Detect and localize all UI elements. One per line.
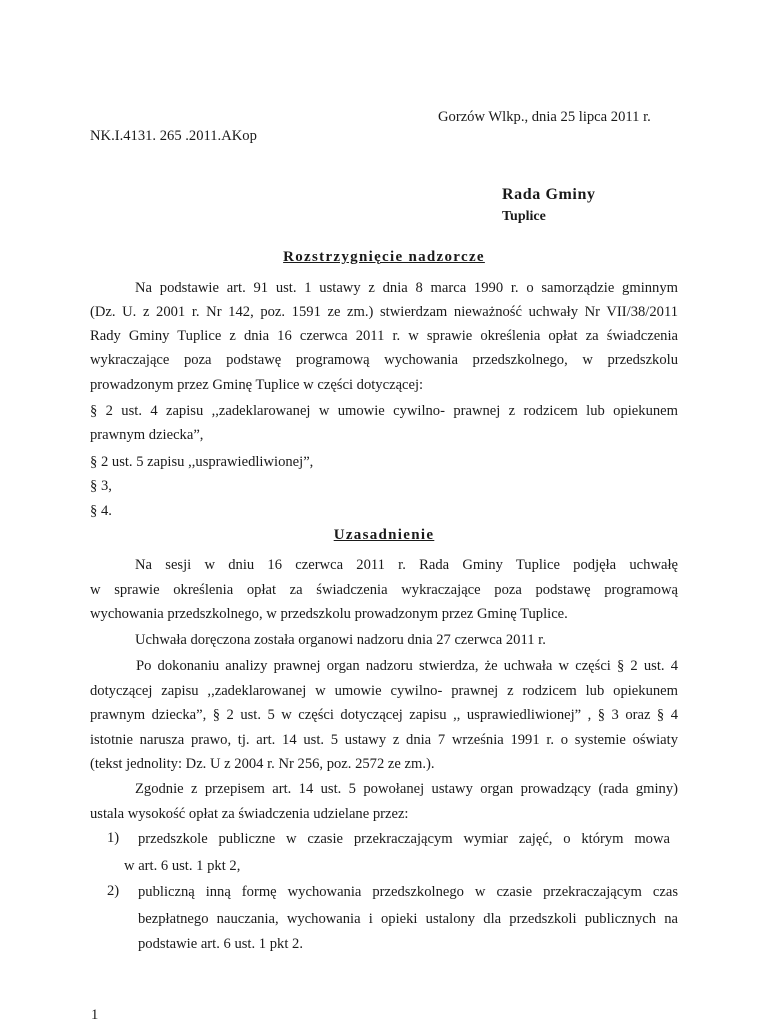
paragraph-line: Rady Gminy Tuplice z dnia 16 czerwca 2011 r. w sprawie określenia opłat za świadczenia <box>90 328 678 344</box>
list-item-line: przedszkole publiczne w czasie przekraczającym wymiar zajęć, o którym mowa <box>138 831 670 847</box>
paragraph-line: Uchwała doręczona została organowi nadzoru dnia 27 czerwca 2011 r. <box>135 632 546 648</box>
list-item-line: bezpłatnego nauczania, wychowania i opieki ustalony dla przedszkoli publicznych na <box>138 911 678 927</box>
paragraph-line: prawnym dziecka”, <box>90 427 204 443</box>
paragraph-line: dotyczącej zapisu ,,zadeklarowanej w umowie cywilno- prawnej z rodzicem lub opiekunem <box>90 683 678 699</box>
section-title-decision: Rozstrzygnięcie nadzorcze <box>283 249 485 265</box>
paragraph-line: § 2 ust. 5 zapisu ,,usprawiedliwionej”, <box>90 454 314 470</box>
list-marker: 1) <box>107 830 120 846</box>
paragraph-line: Po dokonaniu analizy prawnej organ nadzoru stwierdza, że uchwała w części § 2 ust. 4 <box>136 658 678 674</box>
paragraph-line: Na sesji w dniu 16 czerwca 2011 r. Rada Gminy Tuplice podjęła uchwałę <box>135 557 678 573</box>
paragraph-line: prawnym dziecka”, § 2 ust. 5 w części dotyczącej zapisu ,, usprawiedliwionej” , § 3 oraz § 4 <box>90 707 678 723</box>
paragraph-line: Zgodnie z przepisem art. 14 ust. 5 powołanej ustawy organ prowadzący (rada gminy) <box>135 781 678 797</box>
paragraph-line: § 4. <box>90 503 112 519</box>
paragraph-line: w sprawie określenia opłat za świadczenia wykraczające poza podstawę programową <box>90 582 678 598</box>
paragraph-line: § 3, <box>90 478 112 494</box>
paragraph-line: wychowania przedszkolnego, w przedszkolu prowadzonym przez Gminę Tuplice. <box>90 606 568 622</box>
list-marker: 2) <box>107 883 120 899</box>
paragraph-line: § 2 ust. 4 zapisu ,,zadeklarowanej w umowie cywilno- prawnej z rodzicem lub opiekunem <box>90 403 678 419</box>
paragraph-line: Na podstawie art. 91 ust. 1 ustawy z dnia 8 marca 1990 r. o samorządzie gminnym <box>135 280 678 296</box>
paragraph-line: istotnie narusza prawo, tj. art. 14 ust. 5 ustawy z dnia 7 września 1991 r. o systemie oświaty <box>90 732 678 748</box>
place-and-date: Gorzów Wlkp., dnia 25 lipca 2011 r. <box>438 109 651 125</box>
paragraph-line: ustala wysokość opłat za świadczenia udzielane przez: <box>90 806 409 822</box>
paragraph-line: wykraczające poza podstawę programową wychowania przedszkolnego, w przedszkolu <box>90 352 678 368</box>
paragraph-line: prowadzonym przez Gminę Tuplice w części dotyczącej: <box>90 377 424 393</box>
paragraph-line: (Dz. U. z 2001 r. Nr 142, poz. 1591 ze zm.) stwierdzam nieważność uchwały Nr VII/38/2011 <box>90 304 678 320</box>
section-title-justification: Uzasadnienie <box>333 527 435 543</box>
recipient-name: Rada Gminy <box>502 186 596 203</box>
list-item-line: podstawie art. 6 ust. 1 pkt 2. <box>138 936 303 952</box>
page-number: 1 <box>91 1007 99 1023</box>
reference-number: NK.I.4131. 265 .2011.AKop <box>90 128 257 144</box>
paragraph-line: (tekst jednolity: Dz. U z 2004 r. Nr 256, poz. 2572 ze zm.). <box>90 756 435 772</box>
list-item-line: w art. 6 ust. 1 pkt 2, <box>124 858 241 874</box>
list-item-line: publiczną inną formę wychowania przedszkolnego w czasie przekraczającym czas <box>138 884 678 900</box>
recipient-municipality: Tuplice <box>502 209 546 224</box>
